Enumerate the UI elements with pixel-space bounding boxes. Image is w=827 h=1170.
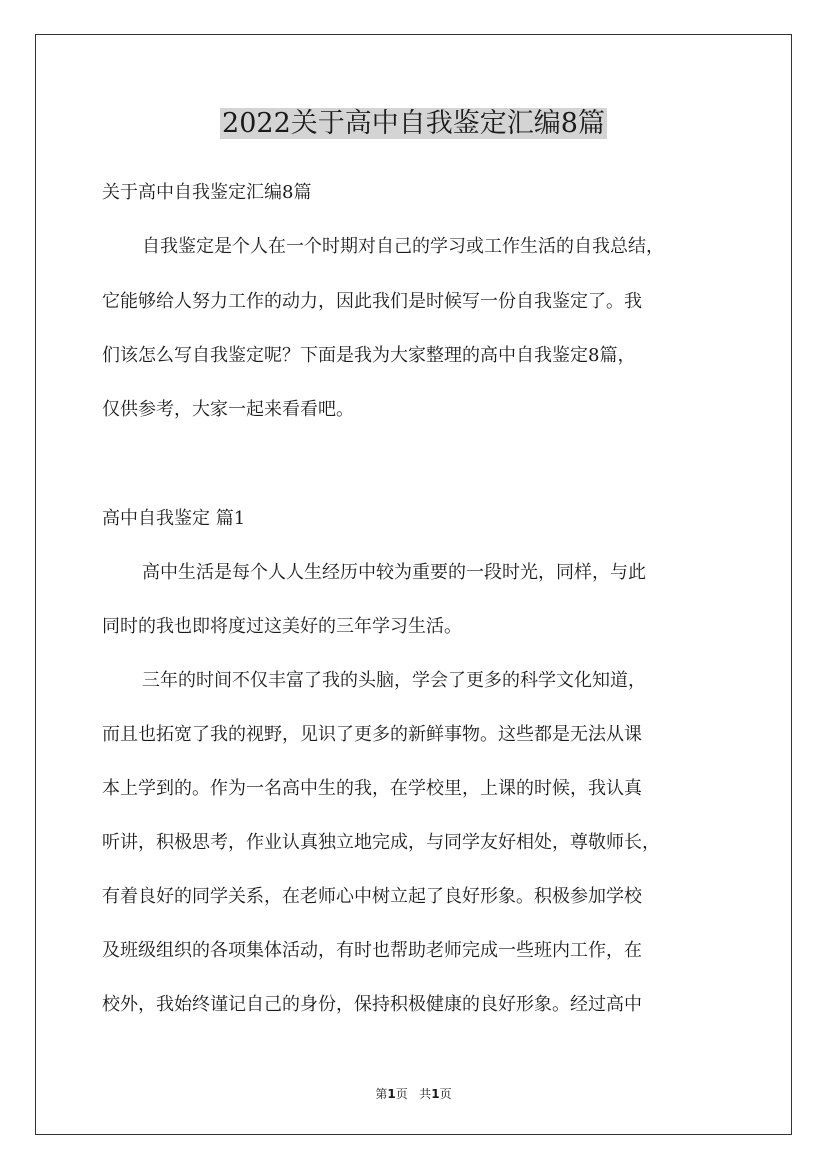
footer-total-prefix: 共 <box>419 1087 432 1101</box>
intro-line-3: 们该怎么写自我鉴定呢？下面是我为大家整理的高中自我鉴定8篇， <box>102 345 636 366</box>
intro-line-2: 它能够给人努力工作的动力，因此我们是时候写一份自我鉴定了。我 <box>102 291 642 312</box>
subtitle: 关于高中自我鉴定汇编8篇 <box>102 182 312 203</box>
footer-prefix: 第 <box>375 1087 388 1101</box>
footer-total-suffix: 页 <box>439 1087 452 1101</box>
intro-line-4: 仅供参考，大家一起来看看吧。 <box>102 399 354 420</box>
para2-line-7: 校外，我始终谨记自己的身份，保持积极健康的良好形象。经过高中 <box>102 994 642 1015</box>
para1-line-2: 同时的我也即将度过这美好的三年学习生活。 <box>102 616 462 637</box>
page-footer <box>0 1085 827 1102</box>
document-title <box>0 104 827 144</box>
section-heading: 高中自我鉴定 篇1 <box>102 508 246 529</box>
para2-line-4: 听讲，积极思考，作业认真独立地完成，与同学友好相处，尊敬师长， <box>102 832 660 853</box>
footer-page-suffix: 页 <box>395 1087 408 1101</box>
para2-line-6: 及班级组织的各项集体活动，有时也帮助老师完成一些班内工作，在 <box>102 940 642 961</box>
footer-total-pages: 1 <box>431 1087 440 1101</box>
para2-line-1: 三年的时间不仅丰富了我的头脑，学会了更多的科学文化知道， <box>142 670 646 691</box>
para2-line-2: 而且也拓宽了我的视野，见识了更多的新鲜事物。这些都是无法从课 <box>102 724 642 745</box>
footer-page-number: 1 <box>387 1087 396 1101</box>
intro-line-1: 自我鉴定是个人在一个时期对自己的学习或工作生活的自我总结， <box>142 236 664 257</box>
para2-line-5: 有着良好的同学关系，在老师心中树立起了良好形象。积极参加学校 <box>102 886 642 907</box>
title-text: 2022关于高中自我鉴定汇编8篇 <box>222 108 605 139</box>
para1-line-1: 高中生活是每个人人生经历中较为重要的一段时光，同样，与此 <box>142 562 646 583</box>
para2-line-3: 本上学到的。作为一名高中生的我，在学校里，上课的时候，我认真 <box>102 778 642 799</box>
